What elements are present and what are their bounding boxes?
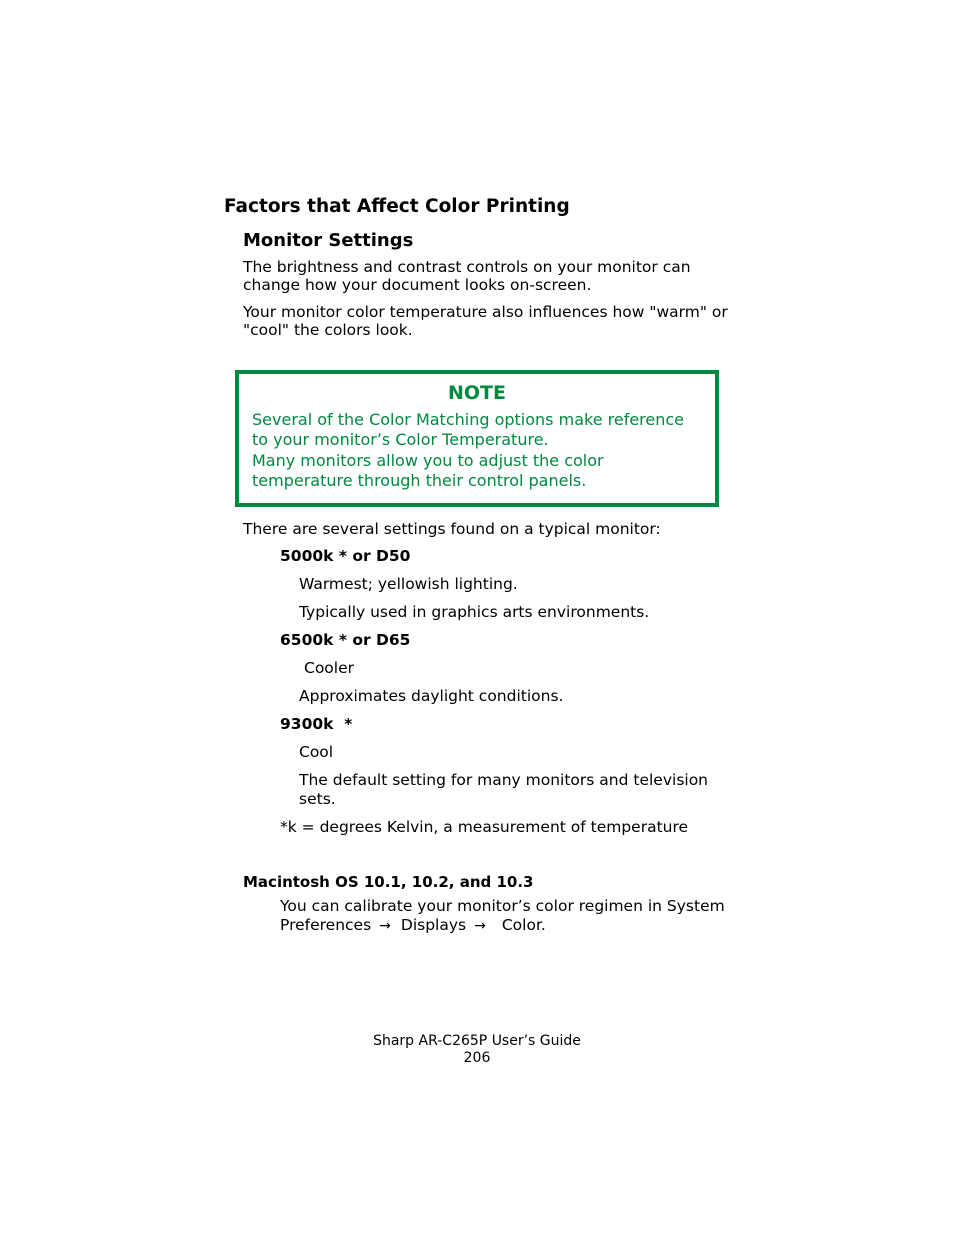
section-title: Factors that Affect Color Printing bbox=[224, 196, 570, 217]
kelvin-footnote: *k = degrees Kelvin, a measurement of temperature bbox=[280, 818, 689, 836]
setting-6500k-line-1: Cooler bbox=[304, 659, 355, 677]
setting-6500k-line-2: Approximates daylight conditions. bbox=[299, 687, 564, 705]
paragraph-brightness-line-1: The brightness and contrast controls on your monitor can bbox=[243, 258, 691, 276]
setting-heading-5000k: 5000k * or D50 bbox=[280, 547, 411, 565]
arrow-right-icon: → bbox=[379, 918, 391, 934]
arrow-right-icon: → bbox=[474, 918, 486, 934]
footer-guide-title: Sharp AR-C265P User’s Guide bbox=[373, 1033, 581, 1049]
path-color: Color. bbox=[501, 916, 546, 934]
mac-heading: Macintosh OS 10.1, 10.2, and 10.3 bbox=[243, 873, 534, 891]
note-line-4: temperature through their control panels. bbox=[252, 471, 587, 490]
setting-9300k-line-1: Cool bbox=[299, 743, 334, 761]
paragraph-temperature-line-1: Your monitor color temperature also influences how "warm" or bbox=[243, 303, 728, 321]
setting-heading-9300k: 9300k * bbox=[280, 715, 353, 733]
setting-5000k-line-1: Warmest; yellowish lighting. bbox=[299, 575, 518, 593]
mac-text-path bbox=[280, 916, 546, 936]
note-line-3: Many monitors allow you to adjust the color bbox=[252, 451, 604, 470]
setting-9300k-line-2: The default setting for many monitors and television bbox=[299, 771, 709, 789]
mac-text-line-1: You can calibrate your monitor’s color regimen in System bbox=[280, 897, 725, 915]
paragraph-temperature-line-2: "cool" the colors look. bbox=[243, 321, 413, 339]
footer-page-number: 206 bbox=[463, 1050, 491, 1066]
note-title: NOTE bbox=[448, 382, 506, 404]
note-line-2: to your monitor’s Color Temperature. bbox=[252, 430, 549, 449]
path-displays: Displays bbox=[400, 916, 467, 934]
settings-intro: There are several settings found on a typical monitor: bbox=[243, 520, 661, 538]
setting-9300k-line-3: sets. bbox=[299, 790, 336, 808]
note-box bbox=[235, 370, 719, 507]
setting-heading-6500k: 6500k * or D65 bbox=[280, 631, 411, 649]
subsection-title: Monitor Settings bbox=[243, 230, 414, 251]
paragraph-brightness-line-2: change how your document looks on-screen. bbox=[243, 276, 592, 294]
path-preferences: Preferences bbox=[280, 916, 372, 934]
note-line-1: Several of the Color Matching options make reference bbox=[252, 410, 685, 429]
setting-5000k-line-2: Typically used in graphics arts environments. bbox=[299, 603, 650, 621]
